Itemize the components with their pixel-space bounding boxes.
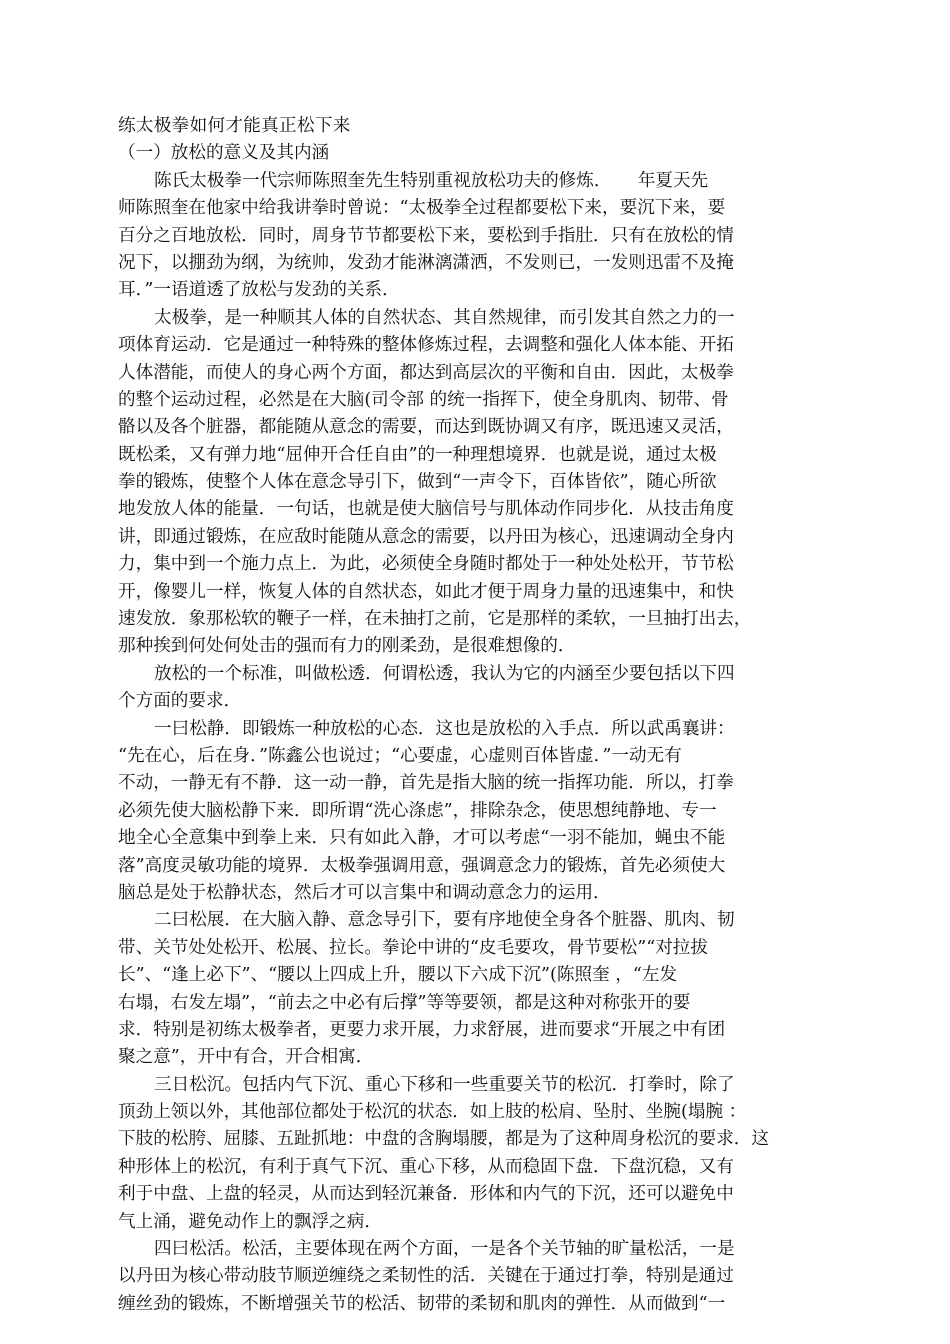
paragraph	[118, 907, 810, 1071]
paragraph-line: 脑总是处于松静状态，然后才可以言集中和调动意念力的运用．	[118, 882, 611, 903]
paragraph	[118, 1236, 810, 1318]
paragraph-line: 百分之百地放松．同时，周身节节都要松下来，要松到手指肚．只有在放松的情	[118, 225, 734, 246]
paragraph	[118, 1072, 810, 1236]
document-body	[118, 168, 810, 1318]
paragraph-line: 缠丝劲的锻炼，不断增强关节的松活、韧带的柔韧和肌肉的弹性．从而做到“一	[118, 1293, 726, 1314]
paragraph	[118, 305, 810, 661]
document-title: 练太极拳如何才能真正松下来	[118, 116, 351, 136]
paragraph-line: 那种挨到何处何处击的强而有力的刚柔劲，是很难想像的．	[118, 636, 576, 657]
paragraph-line: 项体育运动．它是通过一种特殊的整体修炼过程，去调整和强化人体本能、开拓	[118, 335, 734, 356]
paragraph-line: 讲，即通过锻炼，在应敌时能随从意念的需要，以丹田为核心，迅速调动全身内	[118, 526, 734, 547]
paragraph-line: 师陈照奎在他家中给我讲拳时曾说：“太极拳全过程都要松下来，要沉下来，要	[118, 198, 726, 219]
paragraph	[118, 168, 810, 305]
paragraph-line: 放松的一个标准，叫做松透．何谓松透，我认为它的内涵至少要包括以下四	[154, 663, 735, 684]
paragraph	[118, 661, 810, 716]
paragraph-line: 三日松沉。包括内气下沉、重心下移和一些重要关节的松沉．打拳时，除了	[154, 1074, 735, 1095]
paragraph-line: 地发放人体的能量．一句话，也就是使大脑信号与肌体动作同步化．从技击角度	[118, 499, 734, 520]
paragraph-line: 拳的锻炼，使整个人体在意念导引下，做到“一声令下，百体皆依”，随心所欲	[118, 472, 717, 493]
paragraph-line: 右塌，右发左塌”，“前去之中必有后撑”等等要领，都是这种对称张开的要	[118, 992, 691, 1013]
paragraph-line: 四曰松活。松活，主要体现在两个方面，一是各个关节轴的旷量松活，一是	[154, 1239, 735, 1260]
paragraph-line: 的整个运动过程，必然是在大脑(司令部 的统一指挥下，使全身肌肉、韧带、骨	[118, 389, 729, 410]
paragraph-line: 下肢的松胯、屈膝、五趾抓地：中盘的含胸塌腰，都是为了这种周身松沉的要求．这	[118, 1129, 769, 1150]
document-page	[118, 113, 810, 1318]
paragraph-line: 不动，一静无有不静．这一动一静，首先是指大脑的统一指挥功能．所以，打拳	[118, 773, 734, 794]
paragraph-line: 气上涌，避免动作上的飘浮之病．	[118, 1211, 382, 1232]
paragraph-line: 聚之意”，开中有合，开合相寓．	[118, 1047, 374, 1068]
paragraph	[118, 716, 810, 908]
section-heading: （一）放松的意义及其内涵	[118, 143, 330, 164]
paragraph-line: 求．特别是初练太极拳者，更要力求开展，力求舒展，进而要求“开展之中有团	[118, 1019, 726, 1040]
paragraph-line: 一曰松静．即锻炼一种放松的心态．这也是放松的入手点．所以武禹襄讲：	[154, 718, 735, 739]
paragraph-line: 人体潜能，而使人的身心两个方面，都达到高层次的平衡和自由．因此，太极拳	[118, 362, 734, 383]
paragraph-line: 必须先使大脑松静下来．即所谓“洗心涤虑”，排除杂念，使思想纯静地、专一	[118, 800, 717, 821]
paragraph-line: 带、关节处处松开、松展、拉长。拳论中讲的“皮毛要攻，骨节要松”“对拉拔	[118, 937, 708, 958]
paragraph-line: 骼以及各个脏器，都能随从意念的需要，而达到既协调又有序，既迅速又灵活，	[118, 417, 734, 438]
paragraph-line: 种形体上的松沉，有利于真气下沉、重心下移，从而稳固下盘．下盘沉稳，又有	[118, 1156, 734, 1177]
paragraph-line: 长”、“逢上必下”、“腰以上四成上升，腰以下六成下沉”(陈照奎 ，“左发	[118, 965, 678, 986]
paragraph-line: 陈氏太极拳一代宗师陈照奎先生特别重视放松功夫的修炼． 年夏天先	[154, 170, 709, 191]
paragraph-line: 太极拳，是一种顺其人体的自然状态、其自然规律，而引发其自然之力的一	[154, 307, 735, 328]
paragraph-line: “先在心，后在身．”陈鑫公也说过；“心要虚，心虚则百体皆虚．”一动无有	[118, 745, 682, 766]
paragraph-line: 开，像婴儿一样，恢复人体的自然状态，如此才便于周身力量的迅速集中，和快	[118, 581, 734, 602]
paragraph-line: 况下，以掤劲为纲，为统帅，发劲才能淋漓潇洒，不发则已，一发则迅雷不及掩	[118, 252, 734, 273]
paragraph-line: 二曰松展．在大脑入静、意念导引下，要有序地使全身各个脏器、肌肉、韧	[154, 910, 735, 931]
paragraph-line: 地全心全意集中到拳上来．只有如此入静，才可以考虑“一羽不能加，蝇虫不能	[118, 828, 726, 849]
paragraph-line: 利于中盘、上盘的轻灵，从而达到轻沉兼备．形体和内气的下沉，还可以避免中	[118, 1184, 734, 1205]
paragraph-line: 力，集中到一个施力点上．为此，必须使全身随时都处于一种处处松开，节节松	[118, 554, 734, 575]
paragraph-line: 速发放．象那松软的鞭子一样，在未抽打之前，它是那样的柔软，一旦抽打出去，	[118, 609, 752, 630]
paragraph-line: 落”高度灵敏功能的境界．太极拳强调用意，强调意念力的锻炼，首先必须使大	[118, 855, 726, 876]
paragraph-line: 个方面的要求．	[118, 691, 242, 712]
paragraph-line: 顶劲上领以外，其他部位都处于松沉的状态．如上肢的松肩、坠肘、坐腕(塌腕 ：	[118, 1102, 747, 1123]
paragraph-line: 以丹田为核心带动肢节顺逆缠绕之柔韧性的活．关键在于通过打拳，特别是通过	[118, 1266, 734, 1287]
paragraph-line: 既松柔，又有弹力地“屈伸开合任自由”的一种理想境界．也就是说，通过太极	[118, 444, 717, 465]
paragraph-line: 耳．”一语道透了放松与发劲的关系．	[118, 280, 400, 301]
